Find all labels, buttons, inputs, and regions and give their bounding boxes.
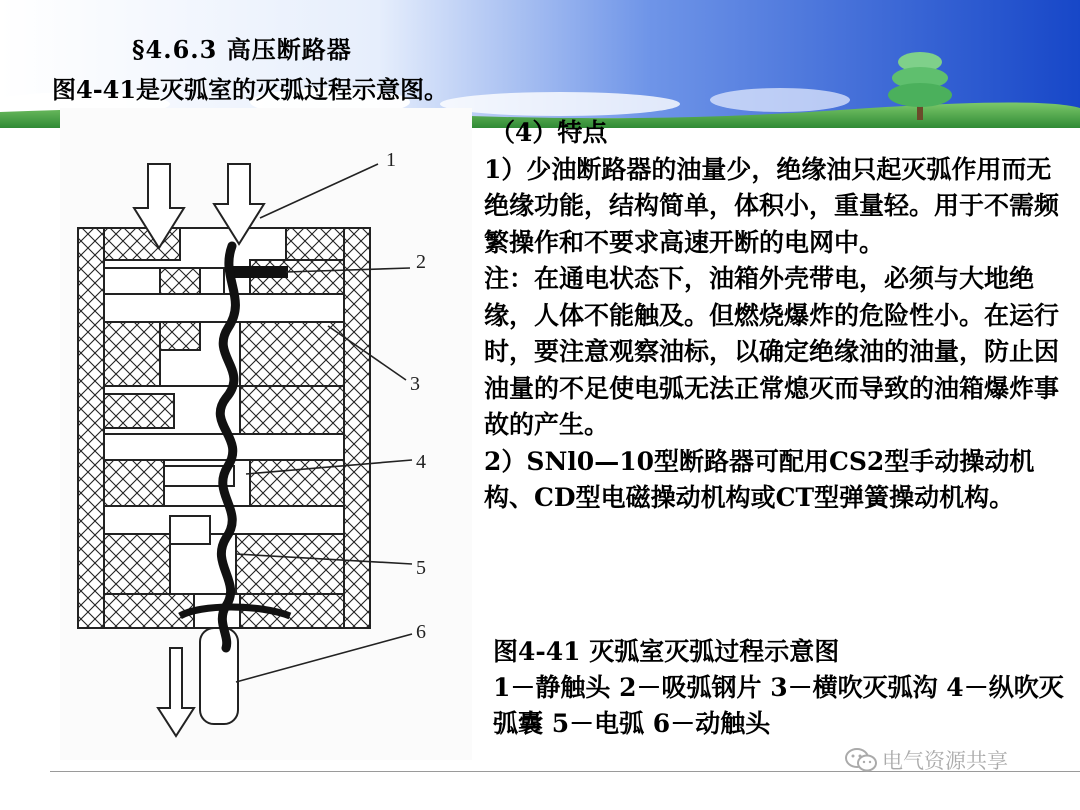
arc-chamber-diagram [60,108,472,760]
figure-label-3: 3 [410,373,420,395]
figure-label-6: 6 [416,621,426,643]
feature-paragraph-2: 2）SNl0—10型断路器可配用CS2型手动操动机构、CD型电磁操动机构或CT型弹簧操动机构。 [484,446,1035,512]
features-heading: （4）特点 [490,118,608,147]
figure-label-4: 4 [416,451,426,473]
figure-label-2: 2 [416,251,426,273]
slide-subtitle: 图4-41是灭弧室的灭弧过程示意图。 [52,75,449,104]
watermark-text: 电气资源共享 [882,749,1008,773]
watermark [844,743,1008,777]
figure-caption [493,634,1073,742]
figure-label-1: 1 [386,149,396,171]
arc-chamber-figure [60,108,472,760]
figure-label-5: 5 [416,557,426,579]
feature-paragraph-1: 1）少油断路器的油量少，绝缘油只起灭弧作用而无绝缘功能，结构简单，体积小，重量轻。用于不需频繁操作和不要求高速开断的电网中。 [484,154,1060,257]
slide-title: §4.6.3 高压断路器 [132,35,352,64]
caption-title: 图4-41 灭弧室灭弧过程示意图 [493,637,840,666]
wechat-icon [844,746,878,774]
note-paragraph: 注：在通电状态下，油箱外壳带电，必须与大地绝缘，人体不能触及。但燃烧爆炸的危险性小。在运行时，要注意观察油标，以确定绝缘油的油量，防止因油量的不足使电弧无法正常熄灭而导致的油箱爆炸事故的产生。 [484,264,1060,439]
caption-legend: 1－静触头 2－吸弧钢片 3－横吹灭弧沟 4－纵吹灭弧囊 5－电弧 6－动触头 [493,673,1064,738]
features-section [484,115,1064,517]
